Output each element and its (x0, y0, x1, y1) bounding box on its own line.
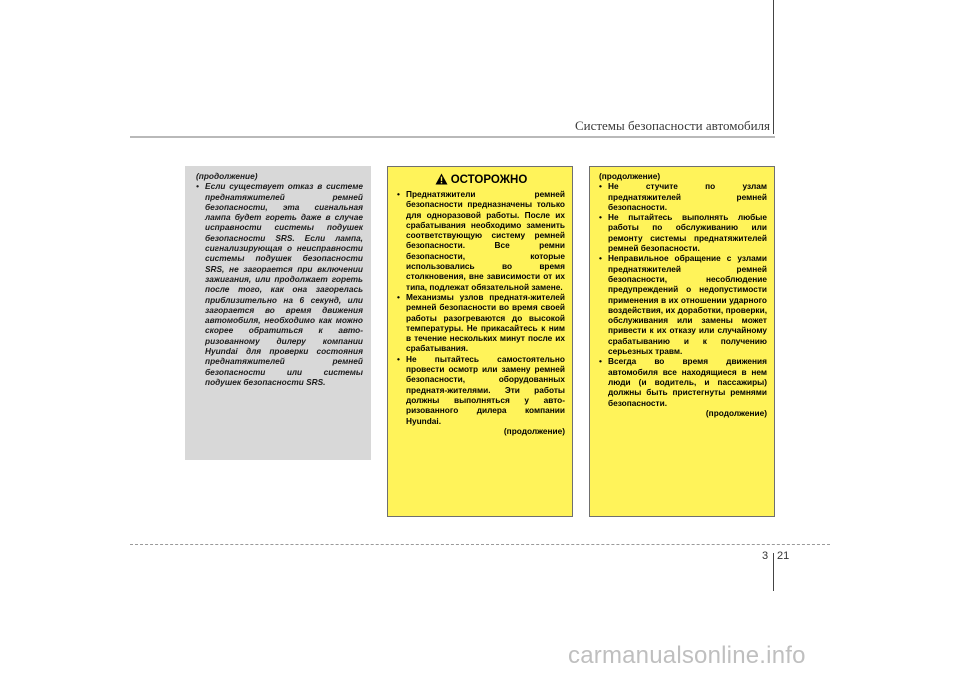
watermark: carmanualsonline.info (568, 642, 806, 669)
note-box (185, 166, 371, 460)
note-continued-label: (продолжение) (196, 171, 258, 181)
bullet-icon: • (599, 253, 602, 264)
warning-item-text: Механизмы узлов преднатя-жителей ремней безопасности во время своей работы разогреваются до высокой температуры. Не прикасайтесь к ним в течение нескольких минут после их срабатывания. (406, 291, 565, 354)
bullet-icon: • (196, 181, 199, 192)
continued-item-text: Всегда во время движения автомобиля все находящиеся в нем люди (и водитель, и пассажиры) должны быть пристегнуты ремнями безопасности. (608, 356, 767, 408)
note-item (196, 181, 363, 387)
warning-item (397, 354, 565, 426)
bullet-icon: • (397, 291, 400, 302)
continued-item (599, 356, 767, 407)
warning-continued-label: (продолжение) (503, 425, 565, 436)
continued-item (599, 212, 767, 253)
bullet-icon: • (599, 356, 602, 367)
bullet-icon: • (397, 353, 400, 364)
continued-item-text: Не стучите по узлам преднатяжителей ремней безопасности. (608, 181, 767, 212)
continued-warning-box (589, 166, 775, 517)
footer-divider (130, 544, 830, 545)
page-edge-line-bottom (773, 553, 774, 591)
warning-item (397, 189, 565, 292)
continued-box-label: (продолжение) (599, 171, 661, 181)
continued-item (599, 253, 767, 356)
note-item-text: Если существует отказ в системе преднатяжителей ремней безопасности, эта сигнальная лампа будет гореть даже в случае исправности системы подушек безопасности SRS. Если лампа, сигнализирующая о неисправности системы подушек безопасности SRS, не загорается при включении зажигания, или продолжает гореть после того, как она загорелась приблизительно на 6 секунд, или загорается во время движения автомобиля, необходимо как можно скорее обратиться к авто-ризованному дилеру компании Hyundai для проверки состояния преднатяжителей ремней безопасности или системы подушек безопасности SRS. (205, 181, 363, 387)
continued-box-end-label: (продолжение) (705, 407, 767, 418)
warning-triangle-icon (435, 173, 448, 185)
continued-item-text: Неправильное обращение с узлами преднатяжителей ремней безопасности, несоблюдение предупреждений о недопустимости применения в их отношении ударного воздействия, их доработки, проверки, обслуживания или замены может привести к их отказу или случайному срабатыванию и к получению серьезных травм. (608, 253, 767, 357)
section-header-title: Системы безопасности автомобиля (574, 118, 770, 133)
bullet-icon: • (599, 212, 602, 223)
warning-title: ОСТОРОЖНО (450, 174, 528, 186)
page-number: 21 (777, 550, 790, 562)
continued-item-text: Не пытайтесь выполнять любые работы по обслуживанию или ремонту системы преднатяжителей ремней безопасности. (608, 212, 767, 254)
page-edge-line-top (773, 0, 774, 134)
warning-item-text: Преднатяжители ремней безопасности предназначены только для одноразовой работы. После их срабатывания необходимо заменить соответствующую систему ремней безопасности. Все ремни безопасности, которые использовались во время столкновения, вне зависимости от их типа, подлежат обязательной замене. (406, 189, 565, 292)
bullet-icon: • (397, 189, 400, 199)
warning-title-row (397, 173, 565, 187)
warning-item-text: Не пытайтесь самостоятельно провести осмотр или замену ремней безопасности, оборудованных преднатя-жителями. Эти работы должны выполняться у авто-ризованного дилера компании Hyundai. (406, 353, 565, 426)
bullet-icon: • (599, 181, 602, 192)
warning-item (397, 292, 565, 354)
section-number: 3 (762, 550, 769, 562)
continued-item (599, 181, 767, 212)
warning-box (387, 166, 573, 517)
header-divider (130, 136, 775, 138)
